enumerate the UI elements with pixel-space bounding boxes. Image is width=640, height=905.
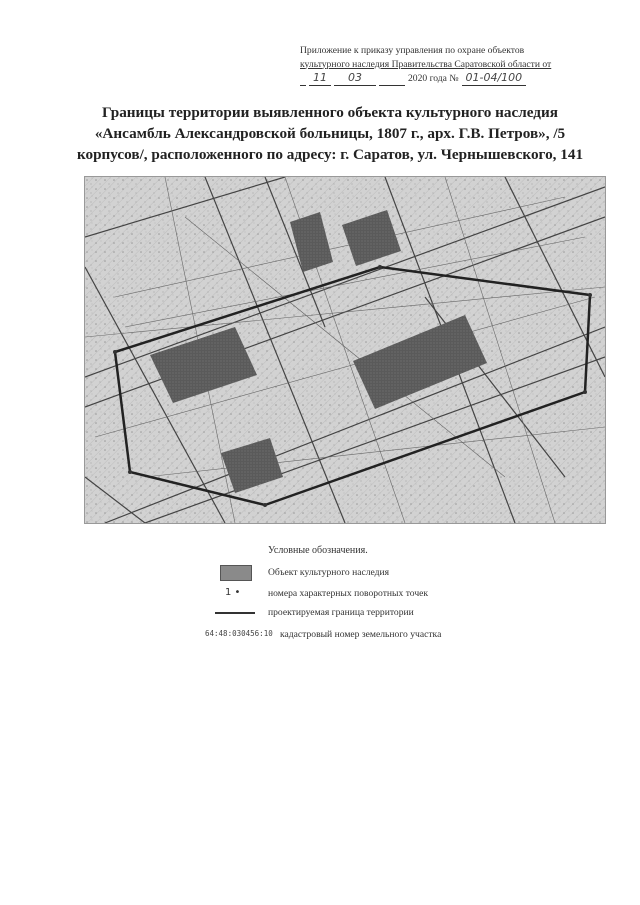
legend-title: Условные обозначения. — [268, 545, 368, 556]
legend-item-cadastral — [205, 627, 505, 643]
handwritten-month: 03 — [334, 71, 376, 86]
cadastral-number-sample: 64:48:030456:10 — [205, 629, 273, 638]
legend-label: кадастровый номер земельного участка — [280, 629, 442, 640]
handwritten-day: 11 — [309, 71, 331, 86]
legend-label: Объект культурного наследия — [268, 567, 390, 578]
legend-item-turning-points — [205, 586, 505, 602]
legend-symbol — [205, 586, 257, 602]
boundary-line-icon — [215, 612, 255, 614]
header-line-1: Приложение к приказу управления по охране объектов — [300, 45, 525, 56]
blank-line — [300, 85, 306, 86]
title-line-3: корпусов/, расположенного по адресу: г. Саратов, ул. Чернышевского, 141 — [76, 146, 584, 163]
turning-point-icon: 1 • — [225, 587, 241, 598]
header-date-line — [300, 71, 605, 86]
title-line-1: Границы территории выявленного объекта культурного наследия — [102, 104, 558, 121]
legend-item-heritage-object — [205, 565, 505, 581]
title-line-2: «Ансамбль Александровской больницы, 1807 г., арх. Г.В. Петров», /5 — [94, 125, 566, 142]
legend-label: номера характерных поворотных точек — [268, 588, 429, 599]
legend-label: проектируемая граница территории — [268, 607, 414, 618]
cadastral-map — [84, 176, 606, 524]
document-header — [300, 44, 605, 86]
blank-line — [379, 85, 405, 86]
legend-symbol — [205, 565, 257, 581]
legend-symbol — [205, 605, 257, 621]
document-title — [60, 102, 600, 165]
legend-symbol — [205, 627, 273, 643]
map-drawing — [85, 177, 605, 523]
header-year-text: 2020 года № — [408, 73, 459, 84]
legend-item-boundary — [205, 605, 505, 621]
heritage-swatch-icon — [220, 565, 252, 581]
handwritten-number: 01-04/100 — [462, 71, 527, 86]
header-line-2: культурного наследия Правительства Саратовской области от — [300, 58, 552, 70]
